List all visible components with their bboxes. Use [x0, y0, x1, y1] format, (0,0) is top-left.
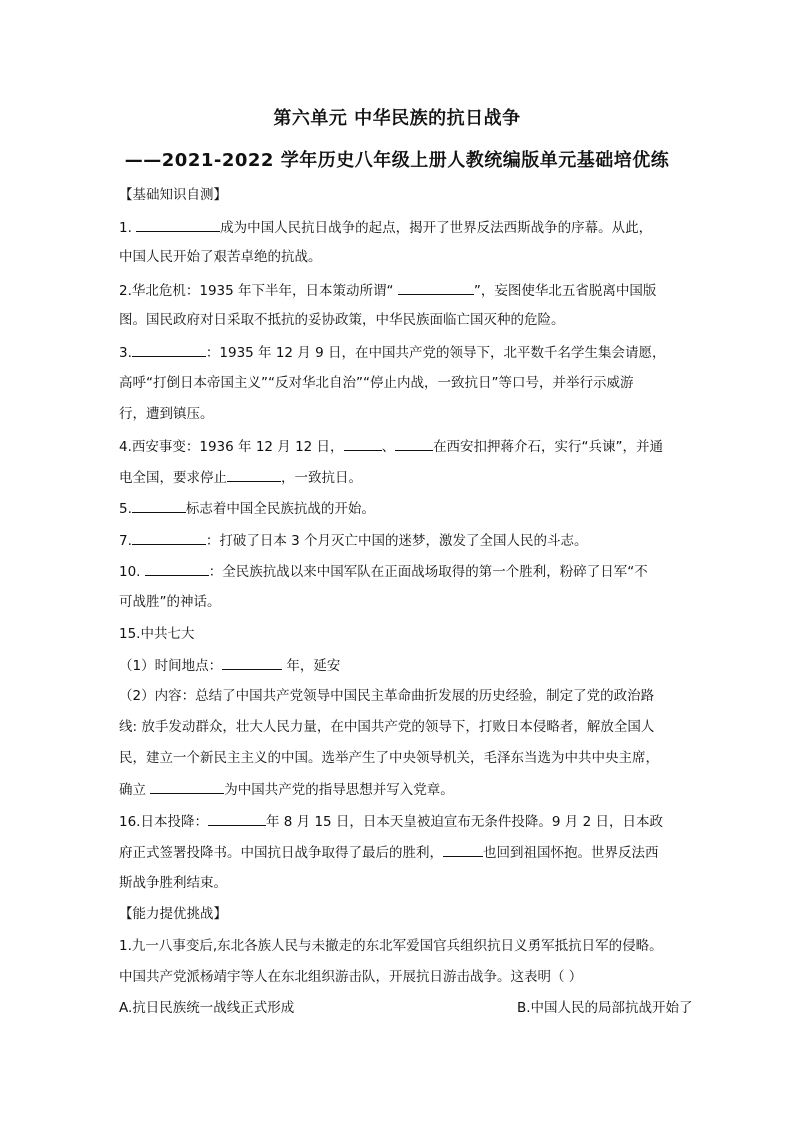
- question-3-cont2: 行，遭到镇压。: [119, 406, 214, 422]
- option-a: A.抗日民族统一战线正式形成: [119, 1000, 295, 1016]
- question-text: 年 8 月 15 日，日本天皇被迫宣布无条件投降。9 月 2 日，日本政: [265, 814, 663, 830]
- answer-blank: [395, 437, 433, 451]
- question-2-cont: 图。国民政府对日采取不抵抗的妥协政策，中华民族面临亡国灭种的危险。: [119, 312, 565, 328]
- question-text: 4.西安事变：1936 年 12 月 12 日，: [119, 439, 344, 455]
- question-text: 确立: [119, 782, 151, 798]
- question-text: 、: [381, 439, 396, 455]
- question-15-part1: [119, 656, 689, 675]
- mc-question-1-cont: 中国共产党派杨靖宇等人在东北组织游击队，开展抗日游击战争。这表明（ ）: [119, 969, 583, 985]
- question-text: ：全民族抗战以来中国军队在正面战场取得的第一个胜利，粉碎了日军“不: [208, 564, 648, 580]
- question-text: ，一致抗日。: [281, 470, 362, 486]
- question-text: 也回到祖国怀抱。世界反法西: [483, 845, 659, 861]
- question-text: ：1935 年 12 月 9 日，在中国共产党的领导下，北平数千名学生集会请愿，: [205, 345, 666, 361]
- answer-blank: [443, 843, 483, 857]
- answer-blank: [132, 343, 206, 357]
- question-text: ：打破了日本 3 个月灭亡中国的迷梦，激发了全国人民的斗志。: [205, 533, 588, 549]
- section-header-basic: 【基础知识自测】: [119, 187, 227, 203]
- question-10-cont: 可战胜”的神话。: [119, 594, 221, 610]
- question-text: 标志着中国全民族抗战的开始。: [185, 501, 375, 517]
- answer-blank: [398, 281, 474, 295]
- question-15-part2-cont: 民，建立一个新民主主义的中国。选举产生了中央领导机关，毛泽东当选为中共中央主席，: [119, 750, 659, 766]
- question-text: 为中国共产党的指导思想并写入党章。: [224, 782, 454, 798]
- page-subtitle: ——2021-2022 学年历史八年级上册人教统编版单元基础培优练: [124, 150, 670, 171]
- question-15-heading: 15.中共七大: [119, 626, 195, 642]
- answer-blank: [145, 562, 209, 576]
- option-b: B.中国人民的局部抗战开始了: [517, 1000, 693, 1016]
- question-1: [119, 218, 689, 237]
- question-16-cont: [119, 843, 689, 862]
- question-1-cont: 中国人民开始了艰苦卓绝的抗战。: [119, 249, 322, 265]
- question-text: 5.: [119, 501, 132, 517]
- question-3-cont: 高呼“打倒日本帝国主义”“反对华北自治”“停止内战，一致抗日”等口号，并举行示威游: [119, 375, 634, 391]
- question-text: 3.: [119, 345, 132, 361]
- answer-blank: [227, 468, 281, 482]
- question-text: 年，延安: [282, 658, 341, 674]
- question-text: 电全国，要求停止: [119, 470, 227, 486]
- answer-blank: [208, 812, 266, 826]
- answer-blank: [222, 656, 282, 670]
- question-16-cont2: 斯战争胜利结束。: [119, 875, 227, 891]
- question-text: 16.日本投降：: [119, 814, 208, 830]
- question-16: [119, 812, 689, 831]
- question-5: [119, 499, 689, 518]
- question-text: 府正式签署投降书。中国抗日战争取得了最后的胜利，: [119, 845, 443, 861]
- mc-question-1: 1.九一八事变后,东北各族人民与未撤走的东北军爱国官兵组织抗日义勇军抵抗日军的侵略。: [119, 938, 663, 954]
- question-4: [119, 437, 689, 456]
- question-2: [119, 281, 689, 300]
- question-text: 1.: [119, 220, 137, 236]
- question-4-cont: [119, 468, 689, 487]
- question-text: 2.华北危机：1935 年下半年，日本策动所谓“: [119, 283, 398, 299]
- section-header-advanced: 【能力提优挑战】: [119, 906, 227, 922]
- answer-blank: [344, 437, 382, 451]
- question-text: 成为中国人民抗日战争的起点，揭开了世界反法西斯战争的序幕。从此，: [220, 220, 653, 236]
- answer-blank: [136, 218, 220, 232]
- answer-blank: [150, 780, 224, 794]
- question-7: [119, 531, 689, 550]
- question-15-part2: （2）内容：总结了中国共产党领导中国民主革命曲折发展的历史经验，制定了党的政治路: [119, 688, 655, 704]
- question-15-part2-cont: 线: 放手发动群众，壮大人民力量，在中国共产党的领导下，打败日本侵略者，解放全国人: [119, 719, 655, 735]
- question-text: 在西安扣押蒋介石，实行“兵谏”，并通: [433, 439, 664, 455]
- answer-blank: [132, 499, 186, 513]
- question-15-part2-cont: [119, 780, 689, 799]
- question-3: [119, 343, 689, 362]
- mc-options-row: [119, 999, 693, 1017]
- question-10: [119, 562, 689, 581]
- question-text: 7.: [119, 533, 132, 549]
- question-text: 10.: [119, 564, 145, 580]
- page-title: 第六单元 中华民族的抗日战争: [273, 108, 521, 129]
- question-text: （1）时间地点：: [119, 658, 223, 674]
- answer-blank: [132, 531, 206, 545]
- question-text: ”，妄图使华北五省脱离中国版: [473, 283, 657, 299]
